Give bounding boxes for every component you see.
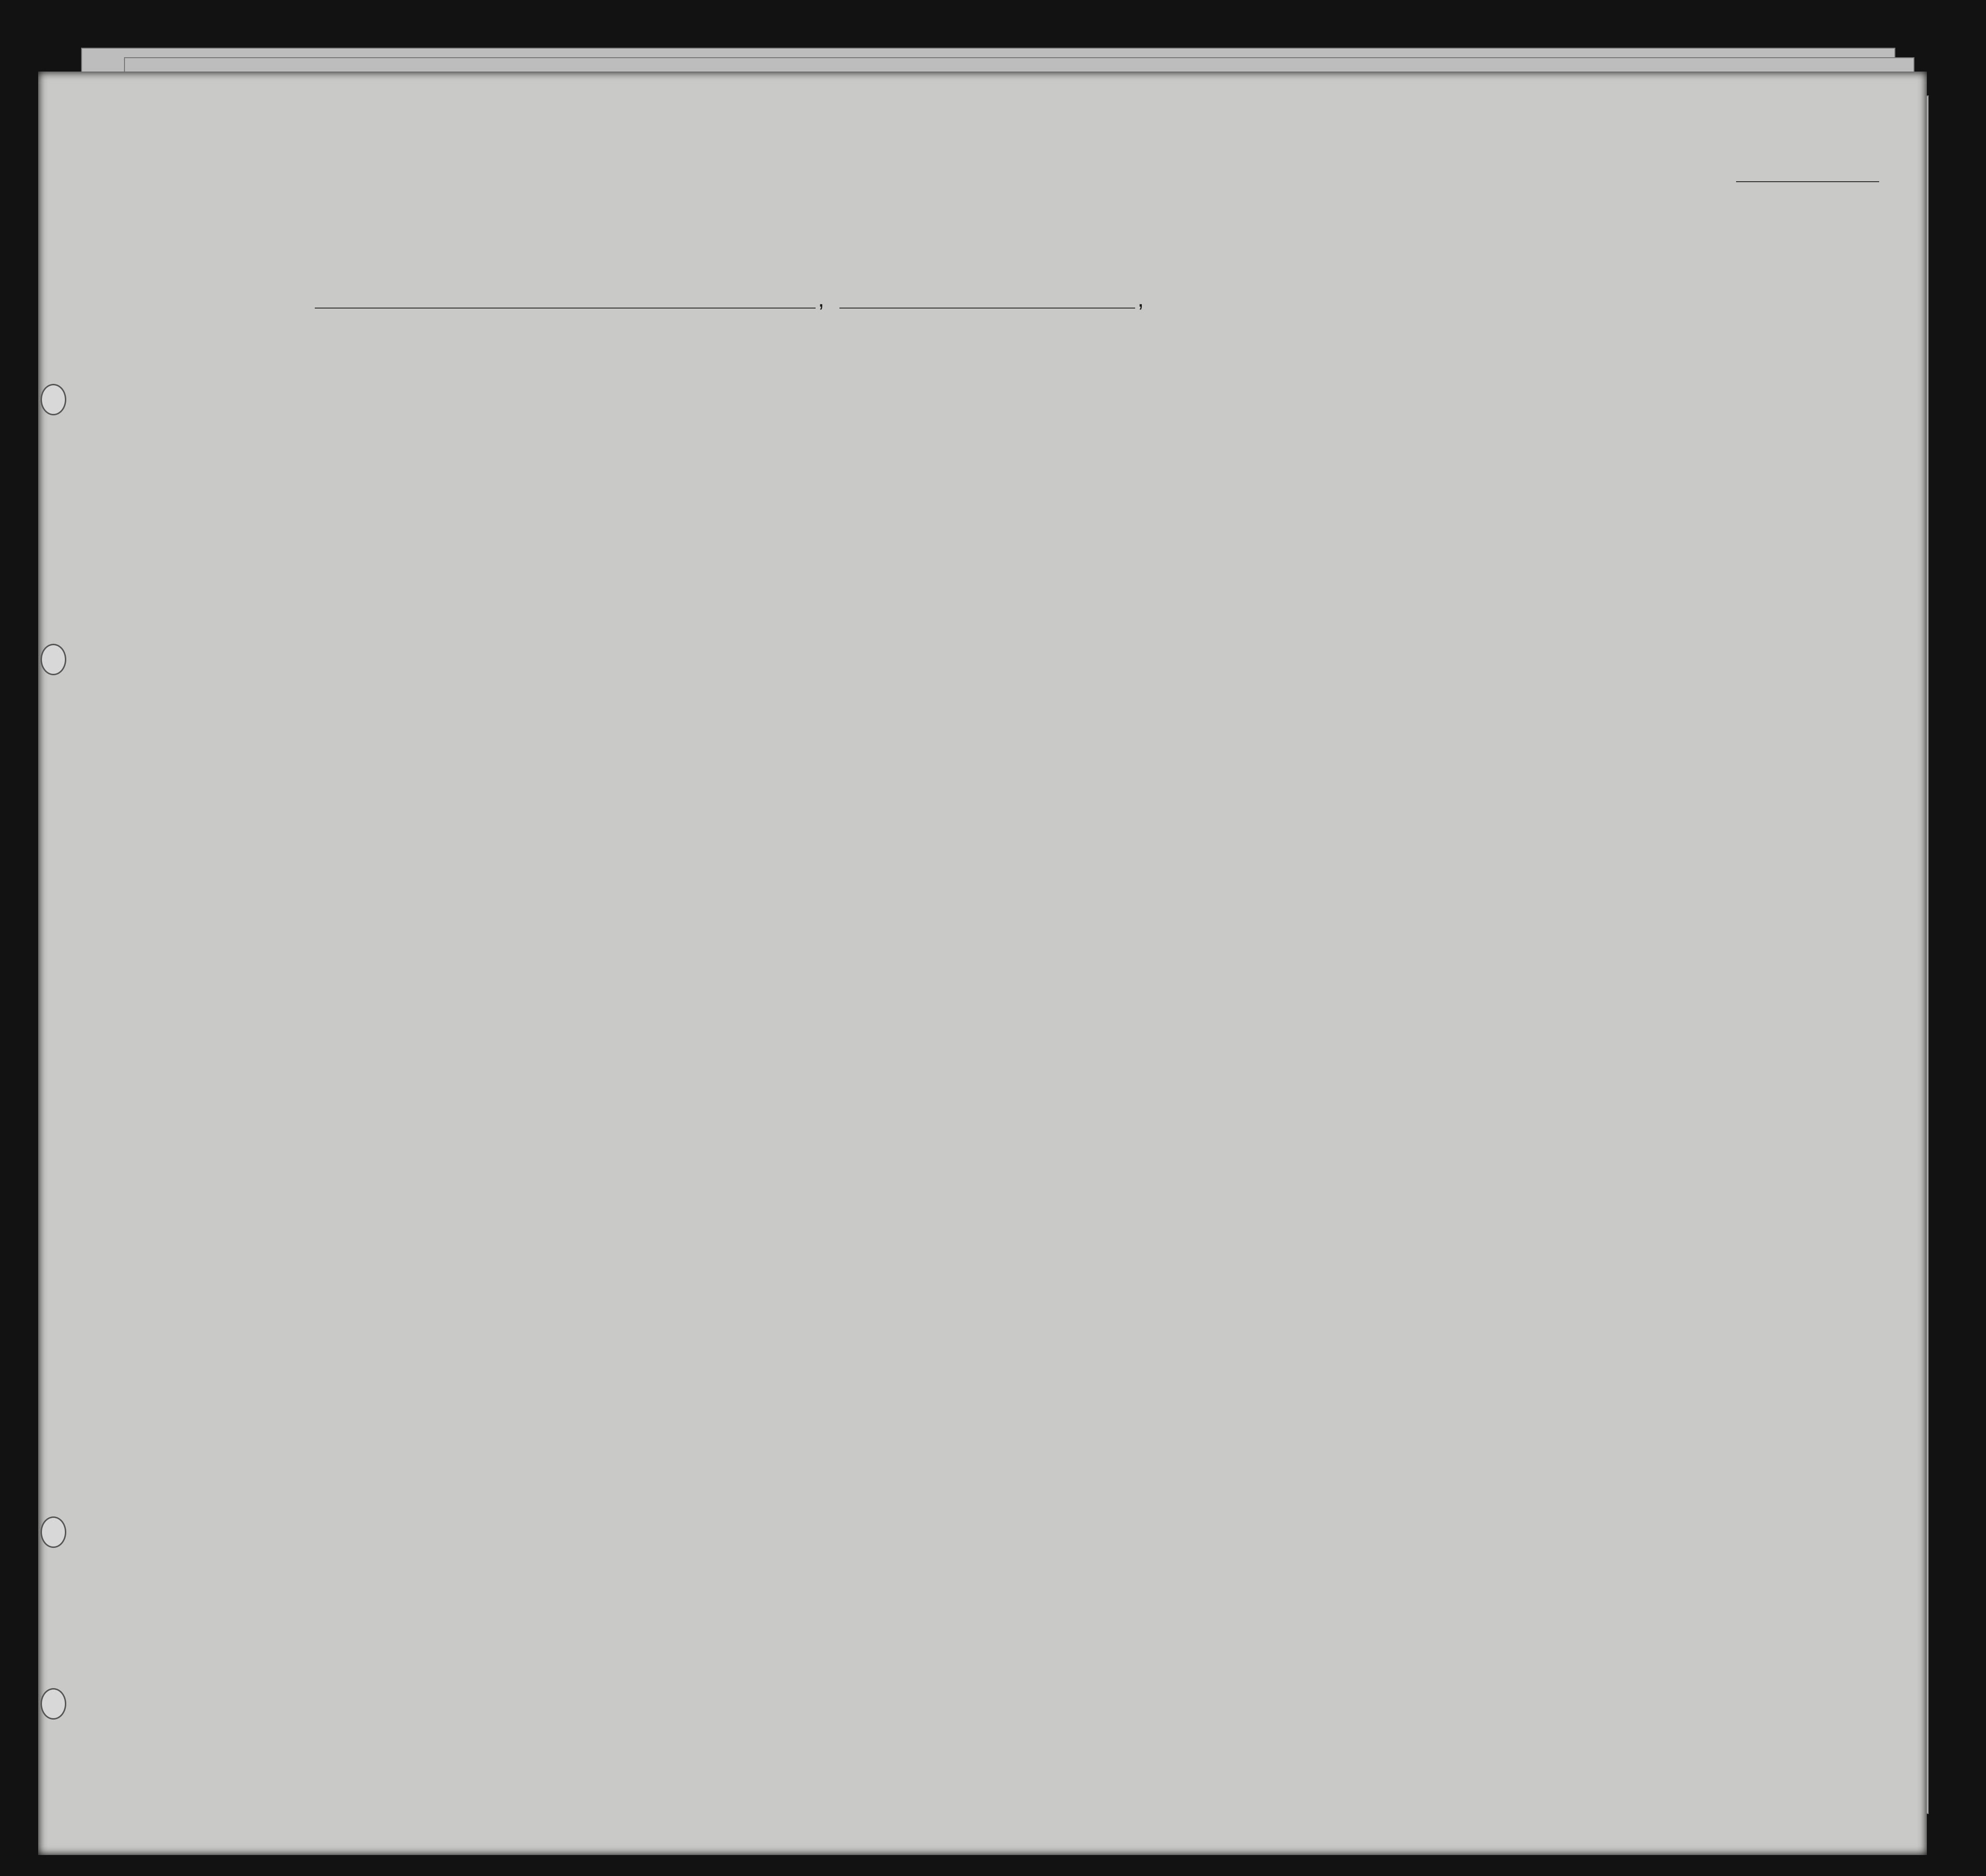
comma: ,	[1138, 287, 1144, 312]
comma: ,	[818, 287, 825, 312]
